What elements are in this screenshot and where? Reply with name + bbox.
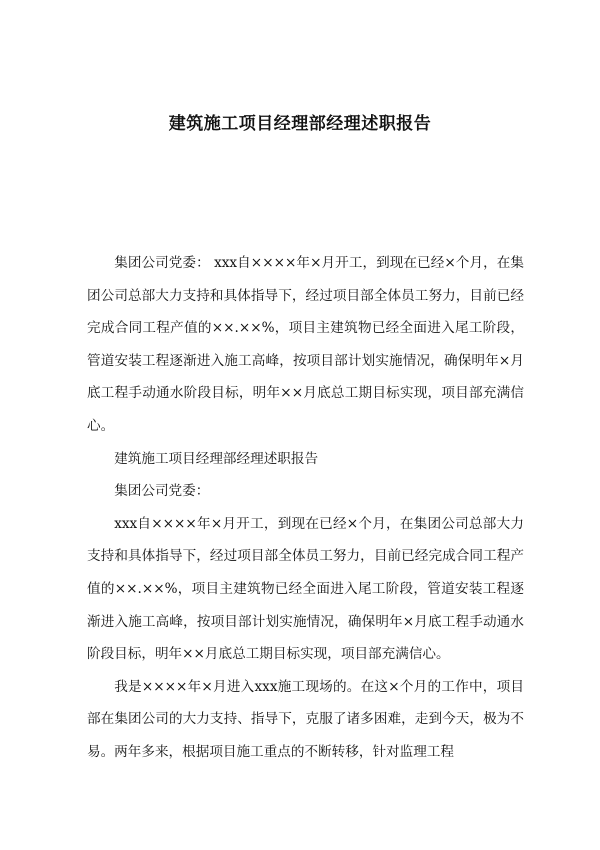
paragraph-experience: 我是××××年×月进入xxx施工现场的。在这×个月的工作中，项目部在集团公司的大力支持、指导下，克服了诸多困难，走到今天，极为不易。两年多来，根据项目施工重点的不断转移，针对监理工程: [87, 678, 524, 760]
paragraph-subtitle: 建筑施工项目经理部经理述职报告: [114, 450, 319, 467]
document-title: 建筑施工项目经理部经理述职报告: [168, 114, 432, 134]
paragraph-salutation: 集团公司党委：: [114, 483, 210, 500]
paragraph-progress: xxx自××××年×月开工，到现在已经×个月，在集团公司总部大力支持和具体指导下，经过项目部全体员工努力，目前已经完成合同工程产值的××.××%，项目主建筑物已经全面进入尾工阶段，管道安装工程逐渐进入施工高峰，按项目部计划实施情况，确保明年×月底工程手动通水阶段目标，明年××月底总工期目标实现，项目部充满信心。: [87, 515, 524, 663]
paragraph-intro: 集团公司党委： xxx自××××年×月开工，到现在已经×个月，在集团公司总部大力支持和具体指导下，经过项目部全体员工努力，目前已经完成合同工程产值的××.××%，项目主建筑物已经全面进入尾工阶段，管道安装工程逐渐进入施工高峰，按项目部计划实施情况，确保明年×月底工程手动通水阶段目标，明年××月底总工期目标实现，项目部充满信心。: [87, 255, 524, 434]
document-body: [87, 247, 524, 769]
